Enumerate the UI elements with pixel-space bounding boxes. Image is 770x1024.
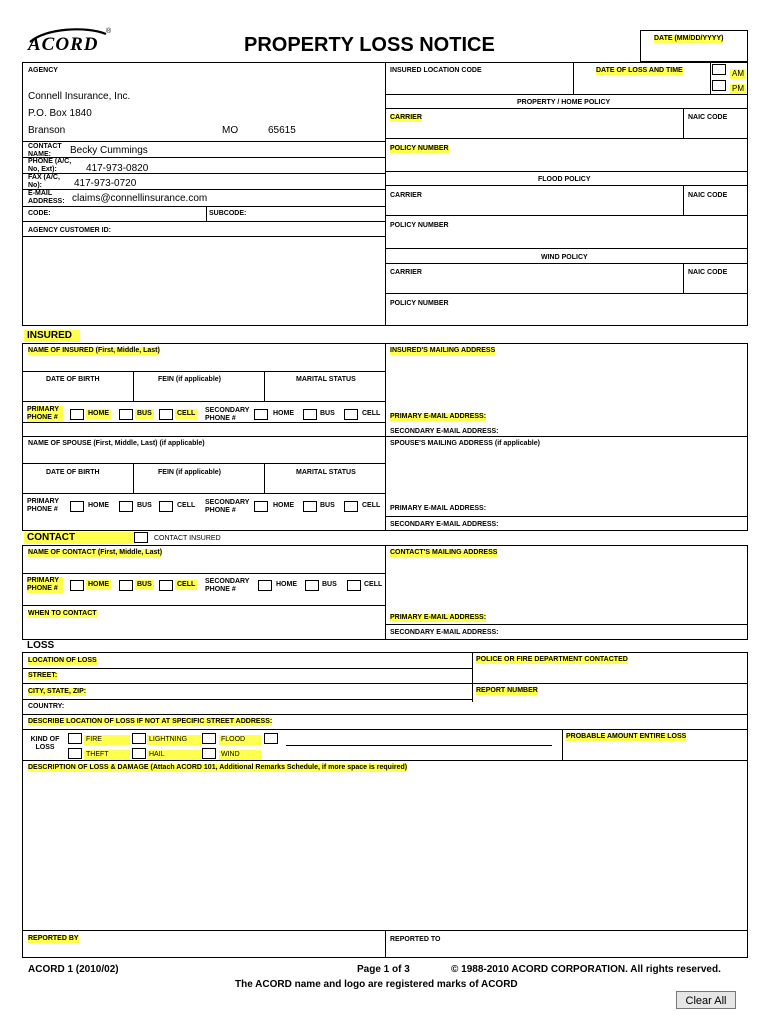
spouse-phone-cell-checkbox[interactable] xyxy=(159,501,173,512)
probable-amount-label: PROBABLE AMOUNT ENTIRE LOSS xyxy=(566,733,687,740)
insured-phone-home-checkbox[interactable] xyxy=(70,409,84,420)
contact-sec-home-label: HOME xyxy=(276,581,297,588)
agency-zip[interactable]: 65615 xyxy=(268,125,296,136)
logo-text: ACORD xyxy=(28,34,99,55)
contact-sec-bus-checkbox[interactable] xyxy=(305,580,319,591)
insured-sec-bus-label: BUS xyxy=(320,410,335,417)
insured-phone-bus-checkbox[interactable] xyxy=(119,409,133,420)
hail-checkbox[interactable] xyxy=(132,748,146,759)
contact-primary-phone-label: PRIMARY PHONE # xyxy=(27,577,63,593)
subcode-label: SUBCODE: xyxy=(209,210,247,217)
fire-checkbox[interactable] xyxy=(68,733,82,744)
pm-checkbox[interactable] xyxy=(712,80,726,91)
when-to-contact-label: WHEN TO CONTACT xyxy=(28,610,97,617)
form-id: ACORD 1 (2010/02) xyxy=(28,964,119,975)
property-policy-number-label: POLICY NUMBER xyxy=(390,145,449,152)
insured-section-title: INSURED xyxy=(24,330,80,342)
insured-fein-label: FEIN (if applicable) xyxy=(158,376,222,383)
insured-mailing-label: INSURED'S MAILING ADDRESS xyxy=(390,347,496,354)
trademark: The ACORD name and logo are registered marks of ACORD xyxy=(235,979,518,990)
location-of-loss-label: LOCATION OF LOSS xyxy=(28,657,97,664)
spouse-sec-home-label: HOME xyxy=(273,502,294,509)
wind-checkbox[interactable] xyxy=(202,748,216,759)
flood-policy-number-label: POLICY NUMBER xyxy=(390,222,449,229)
contact-phone-home-label: HOME xyxy=(88,581,109,588)
insured-sec-bus-checkbox[interactable] xyxy=(303,409,317,420)
agency-customer-id-label: AGENCY CUSTOMER ID: xyxy=(28,227,111,234)
spouse-secondary-phone-label: SECONDARY PHONE # xyxy=(205,499,250,514)
spouse-dob-label: DATE OF BIRTH xyxy=(46,469,100,476)
describe-location-label: DESCRIBE LOCATION OF LOSS IF NOT AT SPECIFIC STREET ADDRESS: xyxy=(28,718,273,725)
spouse-phone-home-label: HOME xyxy=(88,502,109,509)
acord-logo xyxy=(26,28,112,56)
form-title: PROPERTY LOSS NOTICE xyxy=(244,34,495,56)
contact-insured-checkbox[interactable] xyxy=(134,532,148,543)
phone-label: PHONE (A/C, No, Ext): xyxy=(28,158,72,173)
insured-sec-home-label: HOME xyxy=(273,410,294,417)
agency-state[interactable]: MO xyxy=(222,125,239,136)
fax-value[interactable]: 417-973-0720 xyxy=(74,178,137,189)
insured-secondary-phone-label: SECONDARY PHONE # xyxy=(205,407,250,422)
property-policy-title: PROPERTY / HOME POLICY xyxy=(517,99,611,106)
contact-section-title: CONTACT xyxy=(24,532,136,544)
contact-phone-bus-label: BUS xyxy=(137,581,152,588)
agency-label: AGENCY xyxy=(28,67,58,74)
contact-phone-bus-checkbox[interactable] xyxy=(119,580,133,591)
police-contacted-label: POLICE OR FIRE DEPARTMENT CONTACTED xyxy=(476,656,628,663)
flood-checkbox[interactable] xyxy=(202,733,216,744)
description-of-loss-label: DESCRIPTION OF LOSS & DAMAGE (Attach ACORD 101, Additional Remarks Schedule, if more space is required) xyxy=(28,764,408,771)
spouse-phone-home-checkbox[interactable] xyxy=(70,501,84,512)
contact-insured-label: CONTACT INSURED xyxy=(154,535,221,542)
contact-phone-cell-checkbox[interactable] xyxy=(159,580,173,591)
lightning-checkbox[interactable] xyxy=(132,733,146,744)
theft-checkbox[interactable] xyxy=(68,748,82,759)
insured-sec-home-checkbox[interactable] xyxy=(254,409,268,420)
spouse-fein-label: FEIN (if applicable) xyxy=(158,469,222,476)
wind-policy-title: WIND POLICY xyxy=(541,254,588,261)
date-of-loss-label: DATE OF LOSS AND TIME xyxy=(596,67,683,74)
code-label: CODE: xyxy=(28,210,51,217)
city-state-zip-label: CITY, STATE, ZIP: xyxy=(28,688,87,695)
date-label: DATE (MM/DD/YYYY) xyxy=(654,35,724,42)
insured-name-label: NAME OF INSURED (First, Middle, Last) xyxy=(28,347,160,354)
clear-all-button[interactable]: Clear All xyxy=(676,991,736,1009)
spouse-sec-cell-checkbox[interactable] xyxy=(344,501,358,512)
reported-by-label: REPORTED BY xyxy=(28,935,79,942)
insured-primary-email-label: PRIMARY E-MAIL ADDRESS: xyxy=(390,413,487,420)
email-value[interactable]: claims@connellinsurance.com xyxy=(72,193,208,204)
contact-primary-email-label: PRIMARY E-MAIL ADDRESS: xyxy=(390,614,487,621)
contact-phone-home-checkbox[interactable] xyxy=(70,580,84,591)
spouse-secondary-email-label: SECONDARY E-MAIL ADDRESS: xyxy=(390,521,499,528)
report-number-label: REPORT NUMBER xyxy=(476,687,538,694)
insured-marital-label: MARITAL STATUS xyxy=(296,376,356,383)
am-checkbox[interactable] xyxy=(712,64,726,75)
agency-address[interactable]: P.O. Box 1840 xyxy=(28,108,92,119)
fax-label: FAX (A/C, No): xyxy=(28,174,60,189)
contact-sec-cell-label: CELL xyxy=(364,581,383,588)
spouse-phone-bus-label: BUS xyxy=(137,502,152,509)
agency-name[interactable]: Connell Insurance, Inc. xyxy=(28,91,131,102)
loss-section-title: LOSS xyxy=(27,640,55,651)
insured-sec-cell-checkbox[interactable] xyxy=(344,409,358,420)
spouse-marital-label: MARITAL STATUS xyxy=(296,469,356,476)
copyright: © 1988-2010 ACORD CORPORATION. All rights reserved. xyxy=(451,964,721,975)
spouse-sec-cell-label: CELL xyxy=(362,502,381,509)
contact-sec-cell-checkbox[interactable] xyxy=(347,580,361,591)
contact-phone-cell-label: CELL xyxy=(177,581,196,588)
property-naic-label: NAIC CODE xyxy=(688,114,728,121)
insured-sec-cell-label: CELL xyxy=(362,410,381,417)
lightning-label: LIGHTNING xyxy=(147,735,201,745)
insured-phone-cell-checkbox[interactable] xyxy=(159,409,173,420)
spouse-phone-cell-label: CELL xyxy=(177,502,196,509)
contact-sec-home-checkbox[interactable] xyxy=(258,580,272,591)
insured-phone-bus-label: BUS xyxy=(137,410,152,417)
country-label: COUNTRY: xyxy=(28,703,65,710)
wind-policy-number-label: POLICY NUMBER xyxy=(390,300,449,307)
wind-label: WIND xyxy=(219,750,261,760)
pm-option[interactable]: PM xyxy=(732,84,744,93)
hail-label: HAIL xyxy=(147,750,201,760)
flood-label: FLOOD xyxy=(219,735,261,745)
contact-name-value[interactable]: Becky Cummings xyxy=(70,145,148,156)
insured-primary-phone-label: PRIMARY PHONE # xyxy=(27,406,63,422)
fire-label: FIRE xyxy=(84,735,130,745)
contact-mailing-label: CONTACT'S MAILING ADDRESS xyxy=(390,549,498,556)
contact-name-label: CONTACT NAME: xyxy=(28,143,62,158)
spouse-phone-bus-checkbox[interactable] xyxy=(119,501,133,512)
spouse-mailing-label: SPOUSE'S MAILING ADDRESS (if applicable) xyxy=(390,440,540,447)
spouse-sec-bus-label: BUS xyxy=(320,502,335,509)
contact-name-label: NAME OF CONTACT (First, Middle, Last) xyxy=(28,549,163,556)
insured-secondary-email-label: SECONDARY E-MAIL ADDRESS: xyxy=(390,428,499,435)
am-option[interactable]: AM xyxy=(732,69,744,78)
phone-value[interactable]: 417-973-0820 xyxy=(86,163,149,174)
insured-phone-home-label: HOME xyxy=(88,410,109,417)
loss-block xyxy=(22,652,748,958)
spouse-primary-email-label: PRIMARY E-MAIL ADDRESS: xyxy=(390,505,487,512)
email-label: E-MAIL ADDRESS: xyxy=(28,190,65,205)
contact-sec-bus-label: BUS xyxy=(322,581,337,588)
other-loss-field[interactable] xyxy=(286,745,552,746)
insured-dob-label: DATE OF BIRTH xyxy=(46,376,100,383)
flood-carrier-label: CARRIER xyxy=(390,192,422,199)
reported-to-label: REPORTED TO xyxy=(390,936,441,943)
spouse-sec-bus-checkbox[interactable] xyxy=(303,501,317,512)
spouse-sec-home-checkbox[interactable] xyxy=(254,501,268,512)
contact-secondary-email-label: SECONDARY E-MAIL ADDRESS: xyxy=(390,629,499,636)
contact-secondary-phone-label: SECONDARY PHONE # xyxy=(205,578,250,593)
flood-policy-title: FLOOD POLICY xyxy=(538,176,591,183)
street-label: STREET: xyxy=(28,672,58,679)
property-carrier-label: CARRIER xyxy=(390,114,422,121)
flood-naic-label: NAIC CODE xyxy=(688,192,728,199)
other-loss-checkbox[interactable] xyxy=(264,733,278,744)
spouse-name-label: NAME OF SPOUSE (First, Middle, Last) (if applicable) xyxy=(28,440,205,447)
theft-label: THEFT xyxy=(84,750,130,760)
logo-registered-mark: ® xyxy=(106,28,112,35)
page-number: Page 1 of 3 xyxy=(357,964,410,975)
kind-of-loss-label: KIND OF LOSS xyxy=(30,736,60,751)
insured-phone-cell-label: CELL xyxy=(177,410,196,417)
wind-carrier-label: CARRIER xyxy=(390,269,422,276)
insured-location-code-label: INSURED LOCATION CODE xyxy=(390,67,482,74)
wind-naic-label: NAIC CODE xyxy=(688,269,728,276)
agency-city[interactable]: Branson xyxy=(28,125,66,136)
spouse-primary-phone-label: PRIMARY PHONE # xyxy=(27,498,59,513)
